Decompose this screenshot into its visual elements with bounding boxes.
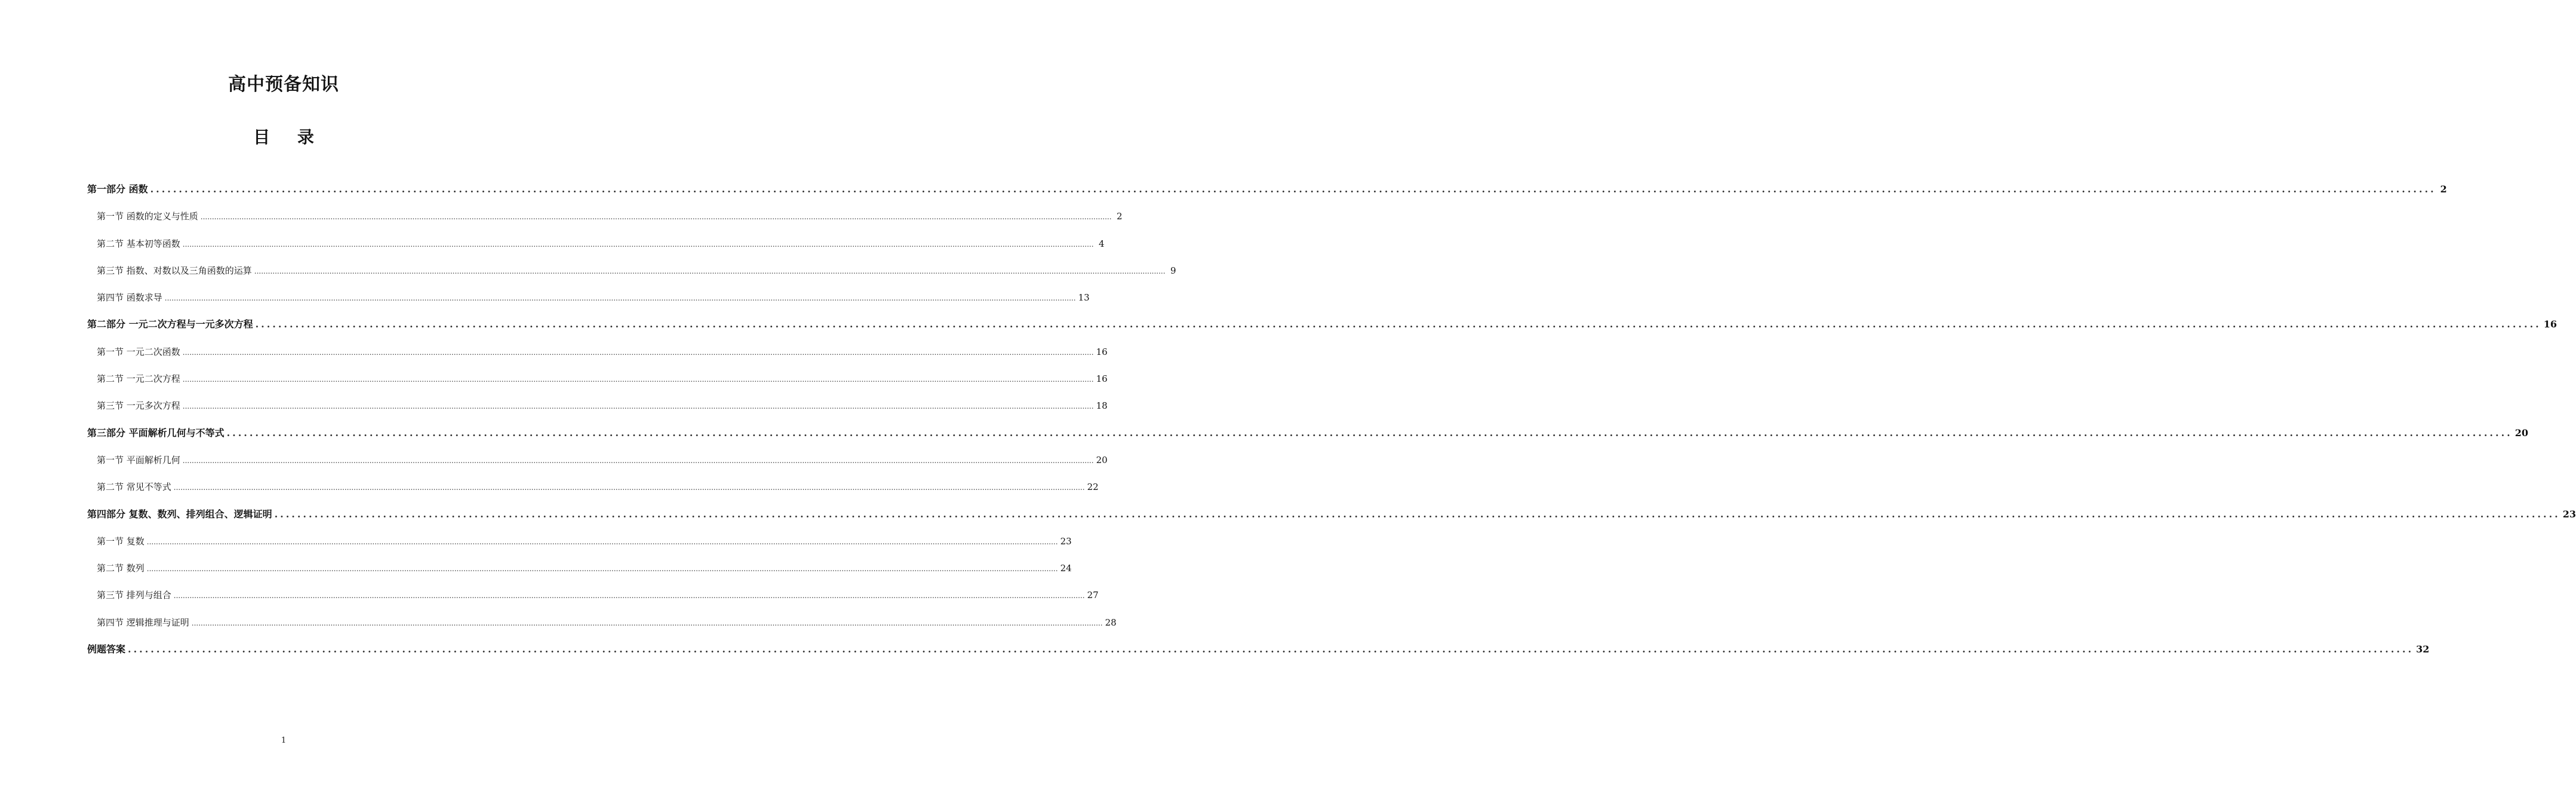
- toc-entry-page: 16: [2543, 318, 2557, 330]
- dot-leader: ................................................................................................................................................................................................................................................................................................................................................................................................................: [182, 348, 1094, 357]
- toc-entry-page: 16: [1096, 346, 1108, 357]
- toc-heading: 目 录: [253, 127, 325, 147]
- toc-entry-label: 第一节 函数的定义与性质: [97, 211, 198, 222]
- toc-section-entry[interactable]: [87, 397, 1108, 424]
- dot-leader: ................................................................................................................................................................................................................................................................................................................................................................................................................: [173, 483, 1085, 492]
- dot-leader: ................................................................................................................................................................................................................................................................................................................................................................................................................: [182, 456, 1094, 465]
- toc-entry-page: 13: [1078, 292, 1090, 304]
- toc-entry-page: 20: [2514, 427, 2528, 439]
- toc-entry-label: 第一节 复数: [97, 535, 145, 547]
- toc-entry-label: 第一节 一元二次函数: [97, 346, 180, 357]
- dot-leader: ................................................................................................................................................................................................................................................................................................................................................................................................................: [254, 266, 1166, 275]
- toc-entry-page: 23: [2562, 508, 2576, 520]
- toc-section-entry[interactable]: [87, 235, 1105, 262]
- toc-section-entry[interactable]: [87, 586, 1099, 613]
- dot-leader: ................................................................................................................................................................................................................................................................................................................................................................................................................: [128, 643, 2414, 655]
- toc-entry-label: 第一节 平面解析几何: [97, 454, 180, 465]
- toc-entry-page: 22: [1087, 482, 1099, 493]
- toc-entry-page: 24: [1060, 563, 1072, 574]
- table-of-contents: [87, 180, 2576, 667]
- toc-section-entry[interactable]: [87, 207, 1123, 234]
- toc-entry-label: 第三部分 平面解析几何与不等式: [87, 427, 225, 439]
- toc-entry-page: 27: [1087, 590, 1099, 601]
- toc-section-entry[interactable]: [87, 370, 1108, 397]
- dot-leader: ................................................................................................................................................................................................................................................................................................................................................................................................................: [226, 427, 2513, 439]
- toc-entry-label: 第四部分 复数、数列、排列组合、逻辑证明: [87, 508, 272, 520]
- toc-section-entry[interactable]: [87, 451, 1108, 478]
- dot-leader: ................................................................................................................................................................................................................................................................................................................................................................................................................: [146, 565, 1058, 574]
- toc-part-entry[interactable]: [87, 315, 2557, 342]
- toc-entry-page: 9: [1170, 265, 1176, 276]
- toc-entry-page: 32: [2416, 643, 2430, 655]
- dot-leader: ................................................................................................................................................................................................................................................................................................................................................................................................................: [164, 294, 1076, 303]
- toc-entry-page: 4: [1099, 238, 1105, 249]
- toc-entry-page: 23: [1060, 535, 1072, 547]
- toc-entry-label: 第四节 逻辑推理与证明: [97, 617, 189, 628]
- toc-entry-label: 第三节 排列与组合: [97, 590, 171, 601]
- dot-leader: ................................................................................................................................................................................................................................................................................................................................................................................................................: [274, 508, 2560, 520]
- toc-section-entry[interactable]: [87, 559, 1072, 586]
- toc-section-entry[interactable]: [87, 614, 1117, 640]
- dot-leader: ................................................................................................................................................................................................................................................................................................................................................................................................................: [173, 591, 1085, 600]
- toc-entry-page: 2: [1117, 211, 1123, 222]
- dot-leader: ................................................................................................................................................................................................................................................................................................................................................................................................................: [182, 402, 1094, 411]
- toc-section-entry[interactable]: [87, 532, 1072, 559]
- toc-part-entry[interactable]: [87, 424, 2528, 451]
- toc-entry-page: 20: [1096, 454, 1108, 465]
- toc-part-entry[interactable]: [87, 505, 2576, 532]
- toc-entry-label: 第二部分 一元二次方程与一元多次方程: [87, 318, 253, 330]
- toc-section-entry[interactable]: [87, 262, 1176, 289]
- dot-leader: ................................................................................................................................................................................................................................................................................................................................................................................................................: [200, 213, 1112, 222]
- toc-entry-label: 第二节 数列: [97, 563, 145, 574]
- toc-entry-label: 第三节 一元多次方程: [97, 400, 180, 412]
- dot-leader: ................................................................................................................................................................................................................................................................................................................................................................................................................: [150, 183, 2436, 195]
- toc-entry-label: 例题答案: [87, 643, 126, 655]
- toc-entry-label: 第一部分 函数: [87, 183, 148, 195]
- toc-entry-label: 第四节 函数求导: [97, 292, 162, 304]
- dot-leader: ................................................................................................................................................................................................................................................................................................................................................................................................................: [182, 375, 1094, 384]
- toc-section-entry[interactable]: [87, 478, 1099, 505]
- page-number: 1: [281, 736, 287, 745]
- dot-leader: ................................................................................................................................................................................................................................................................................................................................................................................................................: [191, 618, 1103, 627]
- toc-section-entry[interactable]: [87, 289, 1090, 315]
- toc-part-entry[interactable]: [87, 640, 2430, 667]
- toc-section-entry[interactable]: [87, 343, 1108, 370]
- toc-entry-label: 第二节 常见不等式: [97, 482, 171, 493]
- document-title: 高中预备知识: [228, 74, 339, 95]
- dot-leader: ................................................................................................................................................................................................................................................................................................................................................................................................................: [182, 240, 1094, 249]
- toc-entry-page: 16: [1096, 373, 1108, 385]
- toc-entry-label: 第三节 指数、对数以及三角函数的运算: [97, 265, 252, 276]
- toc-part-entry[interactable]: [87, 180, 2447, 207]
- toc-entry-label: 第二节 基本初等函数: [97, 238, 180, 249]
- dot-leader: ................................................................................................................................................................................................................................................................................................................................................................................................................: [255, 318, 2541, 330]
- toc-entry-page: 28: [1105, 617, 1117, 628]
- dot-leader: ................................................................................................................................................................................................................................................................................................................................................................................................................: [146, 537, 1058, 546]
- toc-entry-page: 18: [1096, 400, 1108, 412]
- toc-entry-label: 第二节 一元二次方程: [97, 373, 180, 385]
- toc-entry-page: 2: [2440, 183, 2447, 195]
